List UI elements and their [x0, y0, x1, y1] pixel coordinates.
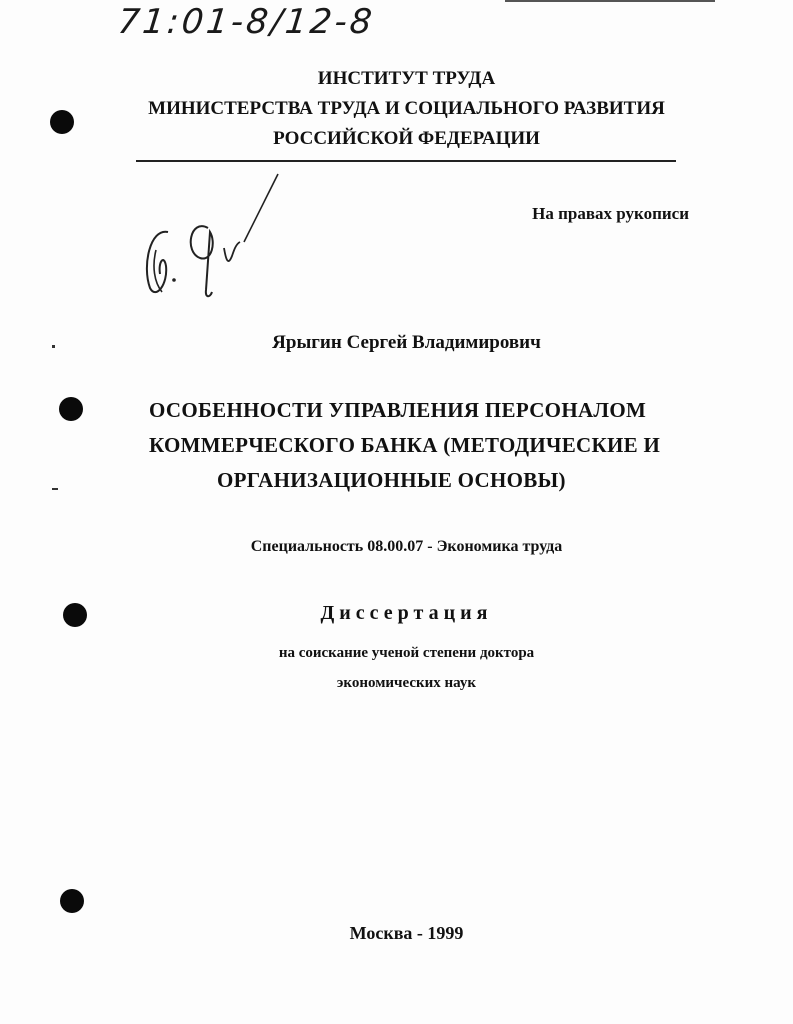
institution-line-1: ИНСТИТУТ ТРУДА	[317, 68, 496, 89]
manuscript-rights-note: На правах рукописи	[532, 204, 689, 223]
institution-line-3: РОССИЙСКОЙ ФЕДЕРАЦИИ	[273, 128, 540, 149]
degree-description	[0, 638, 793, 698]
document-type-heading: Диссертация	[320, 602, 493, 624]
dissertation-title	[149, 393, 709, 498]
handwritten-catalog-number: 71:01-8/12-8	[115, 2, 377, 42]
scan-speck	[52, 488, 58, 490]
punch-hole-4	[60, 889, 84, 913]
institution-line-2: МИНИСТЕРСТВА ТРУДА И СОЦИАЛЬНОГО РАЗВИТИЯ	[148, 98, 665, 119]
header-divider	[136, 160, 676, 162]
title-line-3: ОРГАНИЗАЦИОННЫЕ ОСНОВЫ)	[217, 468, 566, 492]
title-line-1: ОСОБЕННОСТИ УПРАВЛЕНИЯ ПЕРСОНАЛОМ	[149, 398, 647, 422]
handwritten-signature-icon	[128, 170, 288, 310]
author-name: Ярыгин Сергей Владимирович	[272, 332, 541, 353]
degree-line-1: на соискание ученой степени доктора	[278, 645, 535, 661]
top-edge-rule	[505, 0, 715, 2]
city-and-year: Москва - 1999	[349, 923, 464, 943]
institution-header	[0, 64, 793, 154]
specialty-line: Специальность 08.00.07 - Экономика труда	[250, 538, 563, 555]
punch-hole-2	[59, 397, 83, 421]
title-line-2: КОММЕРЧЕСКОГО БАНКА (МЕТОДИЧЕСКИЕ И	[149, 433, 661, 457]
degree-line-2: экономических наук	[336, 675, 477, 691]
